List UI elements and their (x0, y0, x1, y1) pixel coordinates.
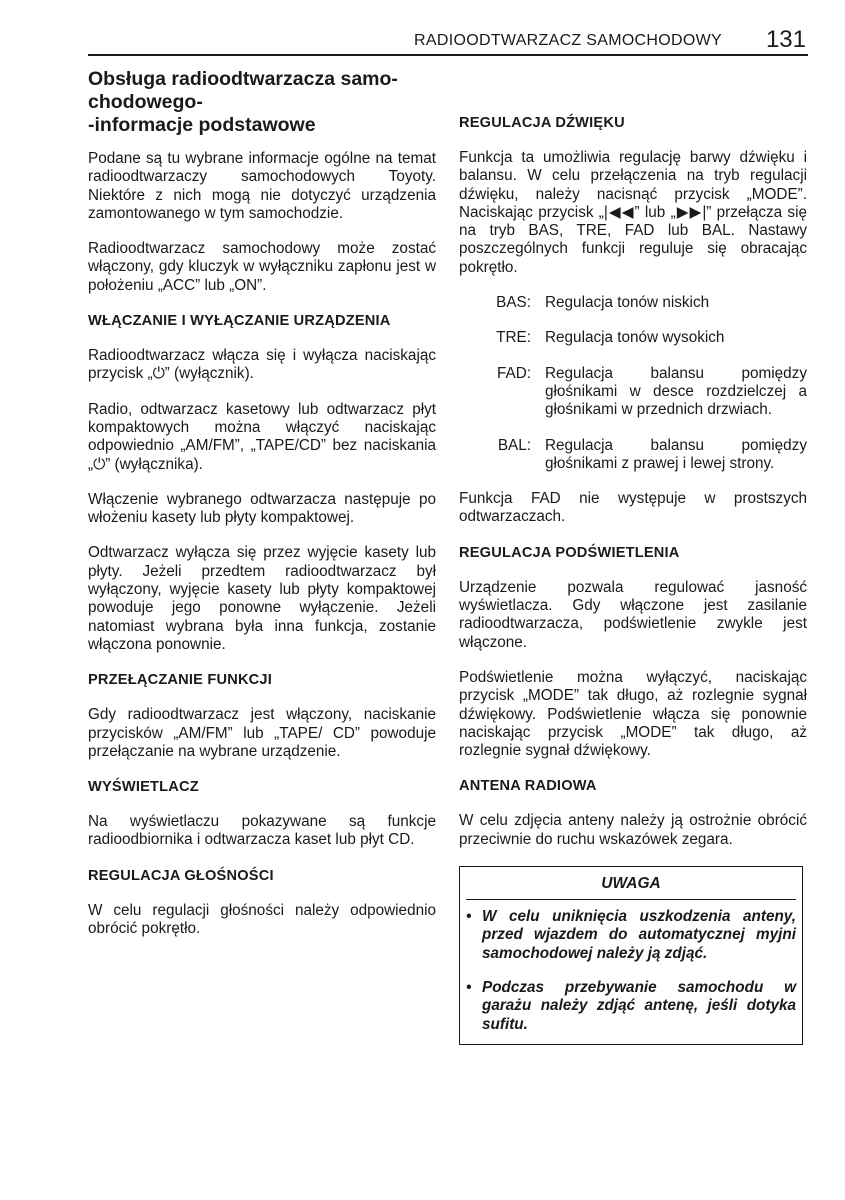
intro-paragraph-1: Podane są tu wybrane informacje ogólne na temat radioodtwarzaczy samochodowych Toyoty. Niektóre z nich mogą nie dotyczyć urządzenia zamontowanego w tym samochodzie. (88, 150, 436, 222)
section-title (88, 68, 436, 137)
sound-paragraph-2: Funkcja FAD nie występuje w prostszych odtwarzaczach. (459, 490, 807, 526)
right-column (459, 68, 807, 1045)
antenna-paragraph: W celu zdjęcia anteny należy ją ostrożnie obrócić przeciwnie do ruchu wskazówek zegara. (459, 812, 807, 848)
on-off-paragraph-3: Włączenie wybranego odtwarzacza następuje po włożeniu kasety lub płyty kompaktowej. (88, 490, 436, 527)
heading-backlight: REGULACJA PODŚWIETLENIA (459, 544, 680, 561)
header-rule (88, 54, 808, 56)
left-column (88, 68, 436, 955)
backlight-paragraph-1: Urządzenie pozwala regulować jasność wyświetlacza. Gdy włączone jest zasilanie radioodtwarzacza, podświetlenie zwykle jest włączone. (459, 578, 807, 651)
definition-desc: Regulacja tonów wysokich (545, 329, 725, 347)
section-title-line-2: chodowego- (88, 91, 203, 113)
definition-desc: Regulacja tonów niskich (545, 294, 710, 312)
on-off-paragraph-4: Odtwarzacz wyłącza się przez wyjęcie kasety lub płyty. Jeżeli przedtem radioodtwarzacz był wyłączony, wyjęcie kasety lub płyty kompaktowej powoduje jego ponowne wyłączenie. Jeżeli natomiast wybrana była inna funkcja, zostanie włączona ponownie. (88, 544, 436, 653)
sound-paragraph-1: Funkcja ta umożliwia regulację barwy dźwięku i balansu. W celu przełączenia na tryb regulacji dźwięku, należy nacisnąć przycisk „MODE”. Naciskając przycisk „|◀◀” lub „▶▶|” przełącza się na tryb BAS, TRE, FAD lub BAL. Nastawy poszczególnych funkcji reguluje się obracając pokrętło. (459, 149, 807, 276)
definition-tre (459, 329, 807, 347)
bullet-icon: • (466, 978, 472, 996)
heading-display: WYŚWIETLACZ (88, 779, 199, 796)
warning-box (459, 866, 803, 1045)
page-number: 131 (765, 26, 806, 53)
heading-on-off: WŁĄCZANIE I WYŁĄCZANIE URZĄDZENIA (88, 313, 391, 330)
bullet-icon: • (466, 908, 472, 926)
definition-term: TRE: (496, 329, 531, 347)
function-switch-paragraph: Gdy radioodtwarzacz jest włączony, naciskanie przycisków „AM/FM” lub „TAPE/ CD” powoduje przełączanie na wybrane urządzenie. (88, 706, 436, 760)
definition-term: BAL: (497, 436, 531, 454)
warning-item (466, 979, 796, 1034)
volume-paragraph: W celu regulacji głośności należy odpowiednio obrócić pokrętło. (88, 901, 436, 938)
heading-volume: REGULACJA GŁOŚNOŚCI (88, 867, 274, 884)
heading-sound: REGULACJA DŹWIĘKU (459, 115, 625, 131)
backlight-paragraph-2: Podświetlenie można wyłączyć, naciskając przycisk „MODE” tak długo, aż rozlegnie sygnał dźwiękowy. Podświetlenie włącza się ponownie naciskając przycisk „MODE” tak długo, aż rozlegnie sygnał dźwiękowy. (459, 668, 807, 760)
definition-desc: Regulacja balansu pomiędzy głośnikami w desce rozdzielczej a głośnikami w przednich drzwiach. (545, 364, 807, 419)
on-off-paragraph-2: Radio, odtwarzacz kasetowy lub odtwarzacz płyt kompaktowych można włączyć naciskając odpowiednio „AM/FM”, „TAPE/CD” bez naciskania „⏻” (wyłącznika). (88, 400, 436, 473)
warning-item-text: W celu uniknięcia uszkodzenia anteny, przed wjazdem do automatycznej myjni samochodowej należy ją zdjąć. (482, 908, 796, 962)
definition-fad (459, 365, 807, 420)
definition-term: BAS: (496, 294, 531, 312)
warning-item (466, 908, 796, 963)
intro-paragraph-2: Radioodtwarzacz samochodowy może zostać włączony, gdy kluczyk w wyłączniku zapłonu jest w położeniu „ACC” lub „ON”. (88, 240, 436, 294)
section-title-line-1: Obsługa radioodtwarzacza samo- (88, 68, 398, 90)
display-paragraph: Na wyświetlaczu pokazywane są funkcje radioodbiornika i odtwarzacza kaset lub płyt CD. (88, 813, 436, 849)
definition-desc: Regulacja balansu pomiędzy głośnikami z prawej i lewej strony. (545, 436, 807, 472)
running-header-title: RADIOODTWARZACZ SAMOCHODOWY (414, 32, 722, 49)
heading-antenna: ANTENA RADIOWA (459, 778, 597, 795)
page-header (88, 26, 808, 54)
definition-bas (459, 294, 807, 312)
definition-bal (459, 437, 807, 474)
heading-function-switch: PRZEŁĄCZANIE FUNKCJI (88, 672, 272, 689)
on-off-paragraph-1: Radioodtwarzacz włącza się i wyłącza naciskając przycisk „⏻” (wyłącznik). (88, 347, 436, 383)
warning-item-text: Podczas przebywanie samochodu w garażu należy zdjąć antenę, jeśli dotyka sufitu. (482, 978, 796, 1033)
section-title-line-3: -informacje podstawowe (88, 114, 316, 136)
warning-title: UWAGA (466, 871, 796, 900)
definition-term: FAD: (497, 364, 531, 382)
